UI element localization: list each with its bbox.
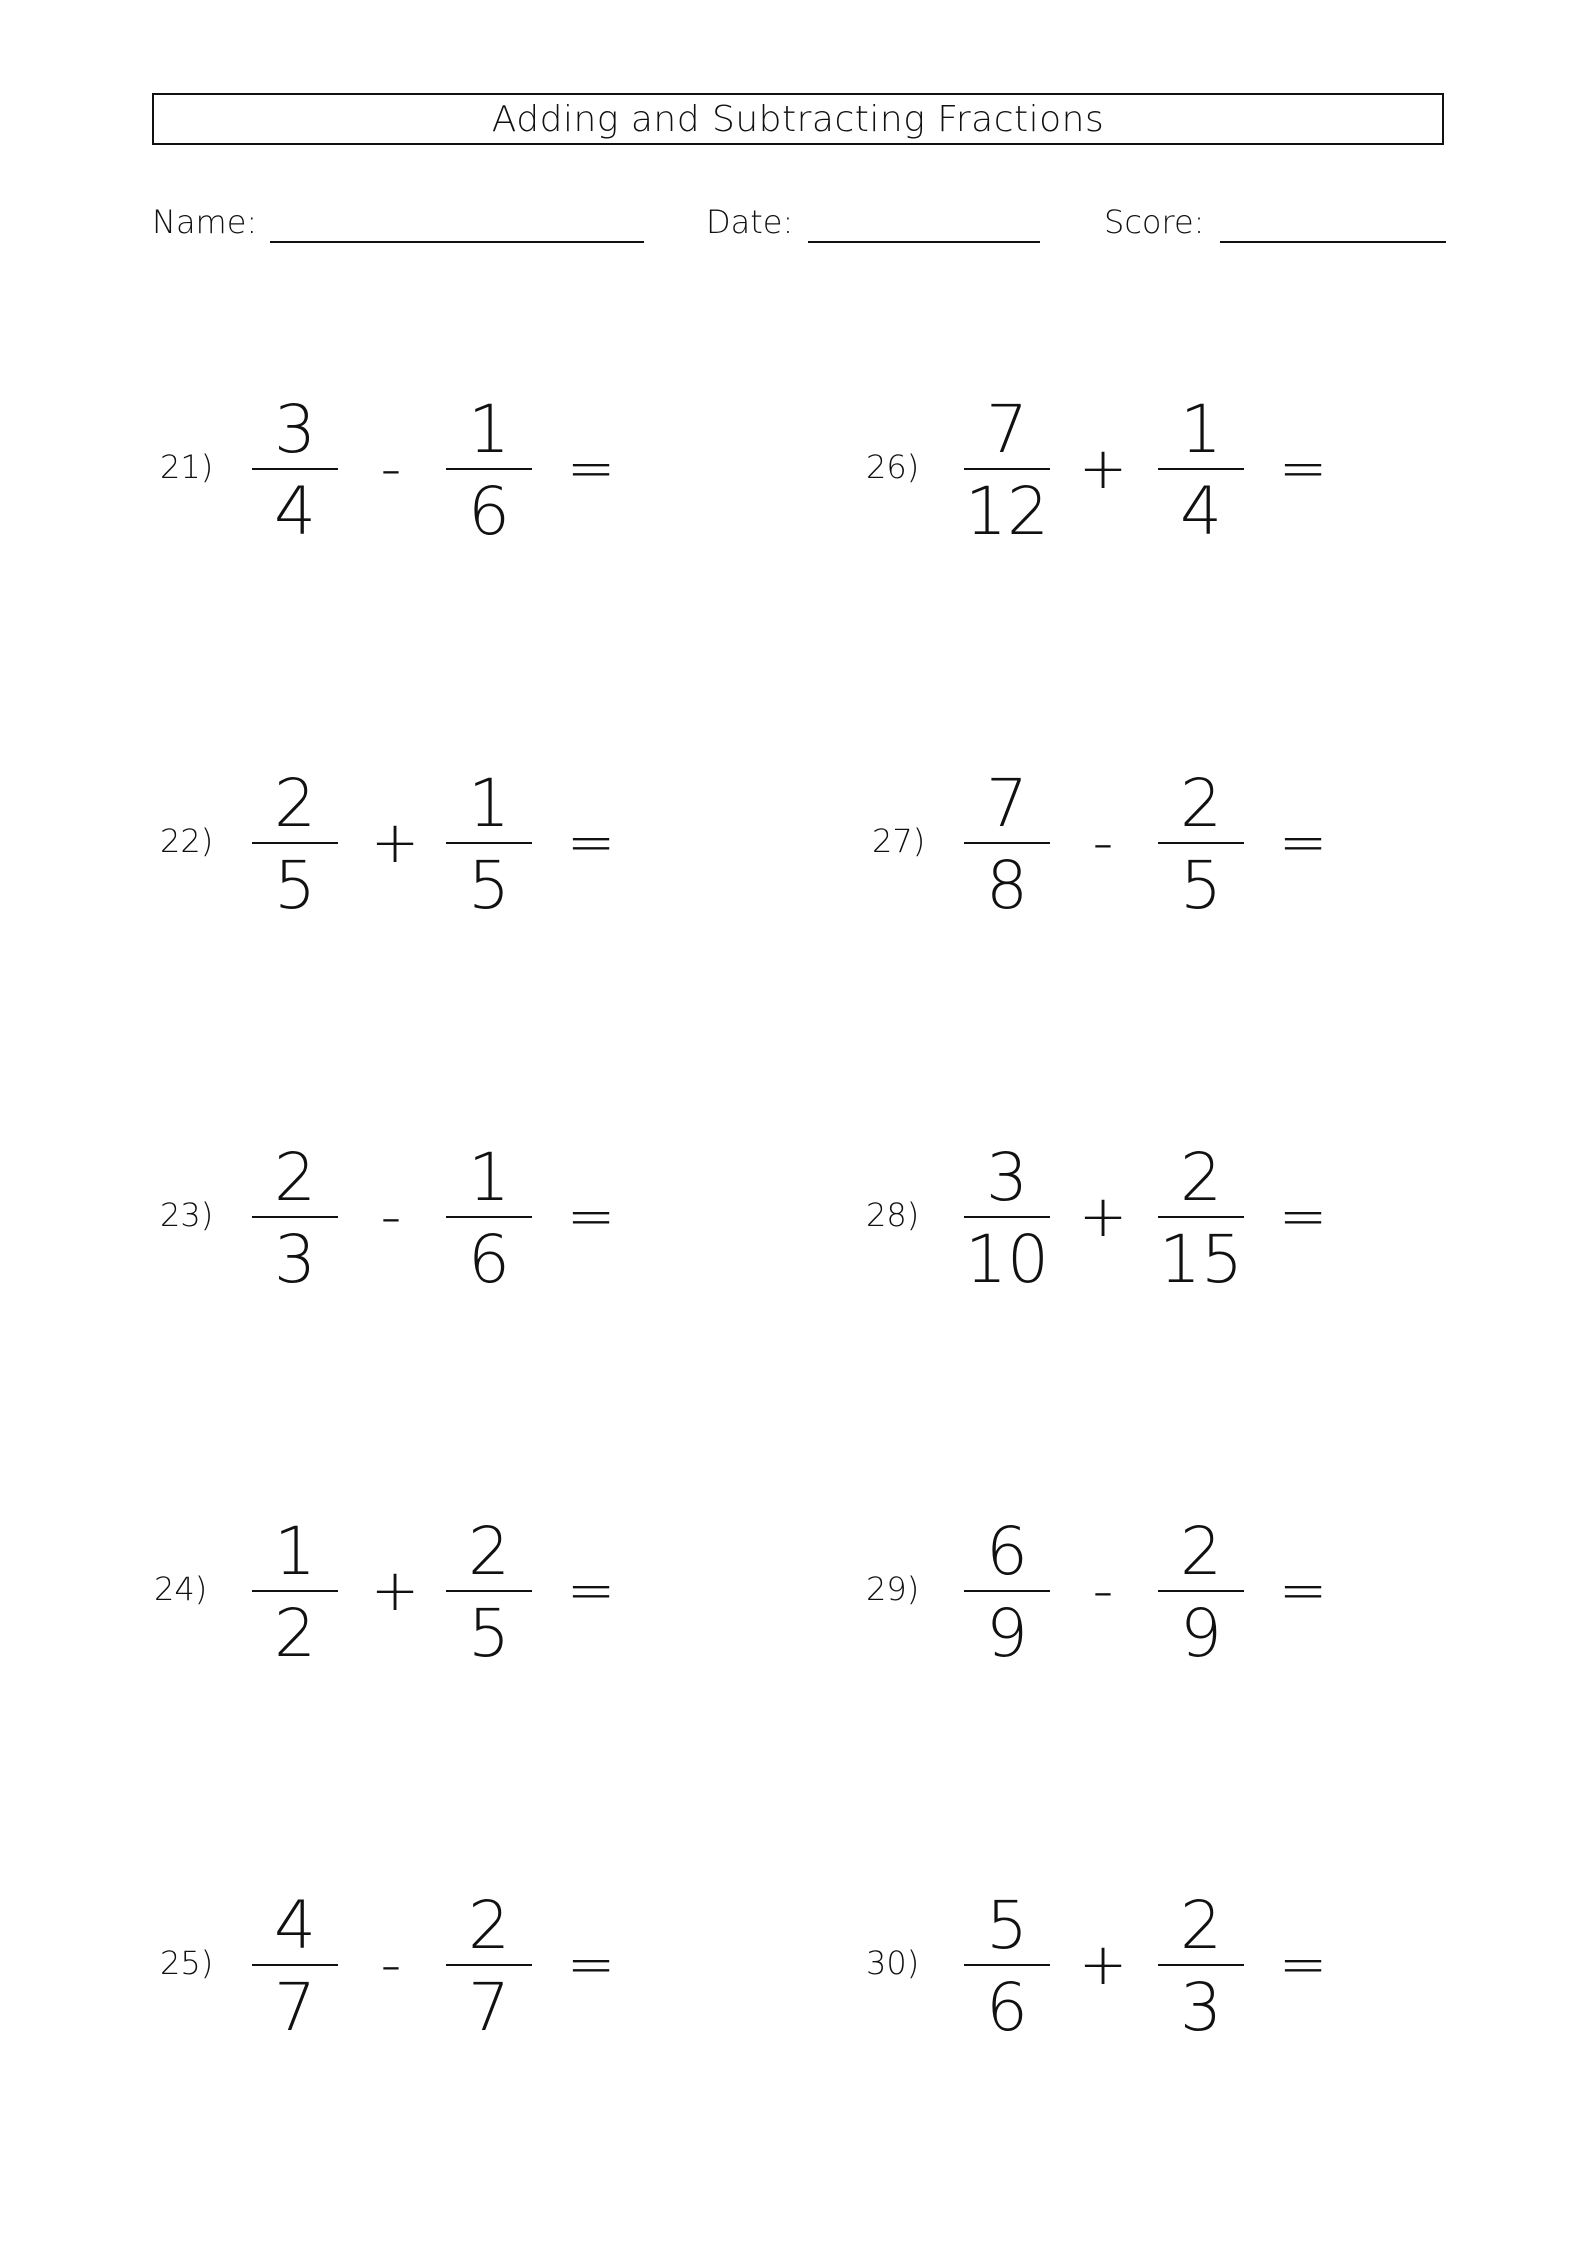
fraction-second [446, 1500, 532, 1680]
denominator: 4 [1180, 473, 1222, 550]
fraction-bar [446, 1964, 532, 1966]
fraction-first [964, 378, 1050, 558]
problem-number: 24) [154, 1570, 208, 1608]
denominator: 12 [965, 473, 1049, 550]
denominator: 7 [274, 1969, 316, 2046]
denominator: 5 [1180, 847, 1222, 924]
denominator: 9 [1180, 1595, 1222, 1672]
operator: - [1092, 808, 1114, 876]
fraction-first [964, 1874, 1050, 2054]
equals-sign: = [1278, 1556, 1328, 1624]
date-label: Date: [706, 203, 794, 241]
fraction-bar [446, 468, 532, 470]
numerator: 7 [986, 765, 1028, 842]
fraction-bar [252, 1964, 338, 1966]
numerator: 1 [468, 391, 510, 468]
date-blank-line[interactable] [808, 241, 1040, 243]
problem-22 [160, 752, 860, 932]
equals-sign: = [566, 808, 616, 876]
equals-sign: = [566, 1930, 616, 1998]
denominator: 2 [274, 1595, 316, 1672]
fraction-bar [446, 1216, 532, 1218]
fraction-first [964, 752, 1050, 932]
numerator: 2 [1180, 1139, 1222, 1216]
fraction-first [252, 1500, 338, 1680]
numerator: 1 [1180, 391, 1222, 468]
problem-23 [160, 1126, 860, 1306]
numerator: 2 [1180, 1887, 1222, 1964]
numerator: 7 [986, 391, 1028, 468]
worksheet-title: Adding and Subtracting Fractions [152, 93, 1444, 145]
denominator: 3 [274, 1221, 316, 1298]
numerator: 1 [274, 1513, 316, 1590]
problem-28 [866, 1126, 1566, 1306]
fraction-first [252, 752, 338, 932]
numerator: 2 [468, 1513, 510, 1590]
problem-number: 27) [872, 822, 926, 860]
numerator: 5 [986, 1887, 1028, 1964]
fraction-bar [1158, 1216, 1244, 1218]
numerator: 2 [274, 1139, 316, 1216]
equals-sign: = [1278, 1182, 1328, 1250]
denominator: 6 [468, 1221, 510, 1298]
numerator: 1 [468, 1139, 510, 1216]
denominator: 6 [468, 473, 510, 550]
score-label: Score: [1104, 203, 1205, 241]
operator: + [1078, 434, 1128, 502]
fraction-second [1158, 752, 1244, 932]
operator: - [1092, 1556, 1114, 1624]
numerator: 2 [1180, 765, 1222, 842]
numerator: 2 [468, 1887, 510, 1964]
fraction-first [964, 1126, 1050, 1306]
denominator: 5 [468, 1595, 510, 1672]
fraction-first [252, 1126, 338, 1306]
fraction-second [446, 378, 532, 558]
problem-25 [160, 1874, 860, 2054]
fraction-bar [1158, 1590, 1244, 1592]
fraction-bar [964, 468, 1050, 470]
fraction-bar [1158, 468, 1244, 470]
equals-sign: = [1278, 1930, 1328, 1998]
numerator: 3 [274, 391, 316, 468]
denominator: 6 [986, 1969, 1028, 2046]
denominator: 9 [986, 1595, 1028, 1672]
fraction-first [252, 378, 338, 558]
problem-29 [866, 1500, 1566, 1680]
operator: - [380, 1930, 402, 1998]
fraction-bar [1158, 842, 1244, 844]
operator: + [370, 1556, 420, 1624]
problem-number: 30) [866, 1944, 920, 1982]
equals-sign: = [566, 434, 616, 502]
numerator: 6 [986, 1513, 1028, 1590]
numerator: 3 [986, 1139, 1028, 1216]
numerator: 4 [274, 1887, 316, 1964]
fraction-bar [252, 1216, 338, 1218]
denominator: 4 [274, 473, 316, 550]
equals-sign: = [1278, 434, 1328, 502]
fraction-bar [964, 1216, 1050, 1218]
operator: + [1078, 1182, 1128, 1250]
denominator: 7 [468, 1969, 510, 2046]
equals-sign: = [566, 1556, 616, 1624]
problem-number: 22) [160, 822, 214, 860]
fraction-bar [252, 468, 338, 470]
fraction-bar [964, 1590, 1050, 1592]
denominator: 5 [468, 847, 510, 924]
fraction-second [1158, 1874, 1244, 2054]
fraction-bar [252, 842, 338, 844]
fraction-bar [964, 842, 1050, 844]
equals-sign: = [1278, 808, 1328, 876]
fraction-bar [1158, 1964, 1244, 1966]
problem-30 [866, 1874, 1566, 2054]
problem-number: 26) [866, 448, 920, 486]
student-info-row [0, 203, 1588, 253]
fraction-second [1158, 1500, 1244, 1680]
operator: - [380, 434, 402, 502]
denominator: 15 [1159, 1221, 1243, 1298]
fraction-first [252, 1874, 338, 2054]
fraction-bar [446, 1590, 532, 1592]
name-blank-line[interactable] [270, 241, 644, 243]
numerator: 2 [274, 765, 316, 842]
denominator: 3 [1180, 1969, 1222, 2046]
fraction-second [446, 752, 532, 932]
problem-number: 28) [866, 1196, 920, 1234]
problem-24 [154, 1500, 854, 1680]
fraction-second [1158, 1126, 1244, 1306]
fraction-second [446, 1126, 532, 1306]
equals-sign: = [566, 1182, 616, 1250]
score-blank-line[interactable] [1220, 241, 1446, 243]
numerator: 2 [1180, 1513, 1222, 1590]
denominator: 10 [965, 1221, 1049, 1298]
fraction-first [964, 1500, 1050, 1680]
numerator: 1 [468, 765, 510, 842]
fraction-bar [964, 1964, 1050, 1966]
name-label: Name: [152, 203, 258, 241]
problem-number: 25) [160, 1944, 214, 1982]
operator: - [380, 1182, 402, 1250]
fraction-second [446, 1874, 532, 2054]
problem-number: 23) [160, 1196, 214, 1234]
problem-27 [872, 752, 1572, 932]
denominator: 5 [274, 847, 316, 924]
problem-21 [160, 378, 860, 558]
operator: + [370, 808, 420, 876]
problem-number: 29) [866, 1570, 920, 1608]
fraction-second [1158, 378, 1244, 558]
denominator: 8 [986, 847, 1028, 924]
fraction-bar [252, 1590, 338, 1592]
problem-number: 21) [160, 448, 214, 486]
fraction-bar [446, 842, 532, 844]
problem-26 [866, 378, 1566, 558]
operator: + [1078, 1930, 1128, 1998]
